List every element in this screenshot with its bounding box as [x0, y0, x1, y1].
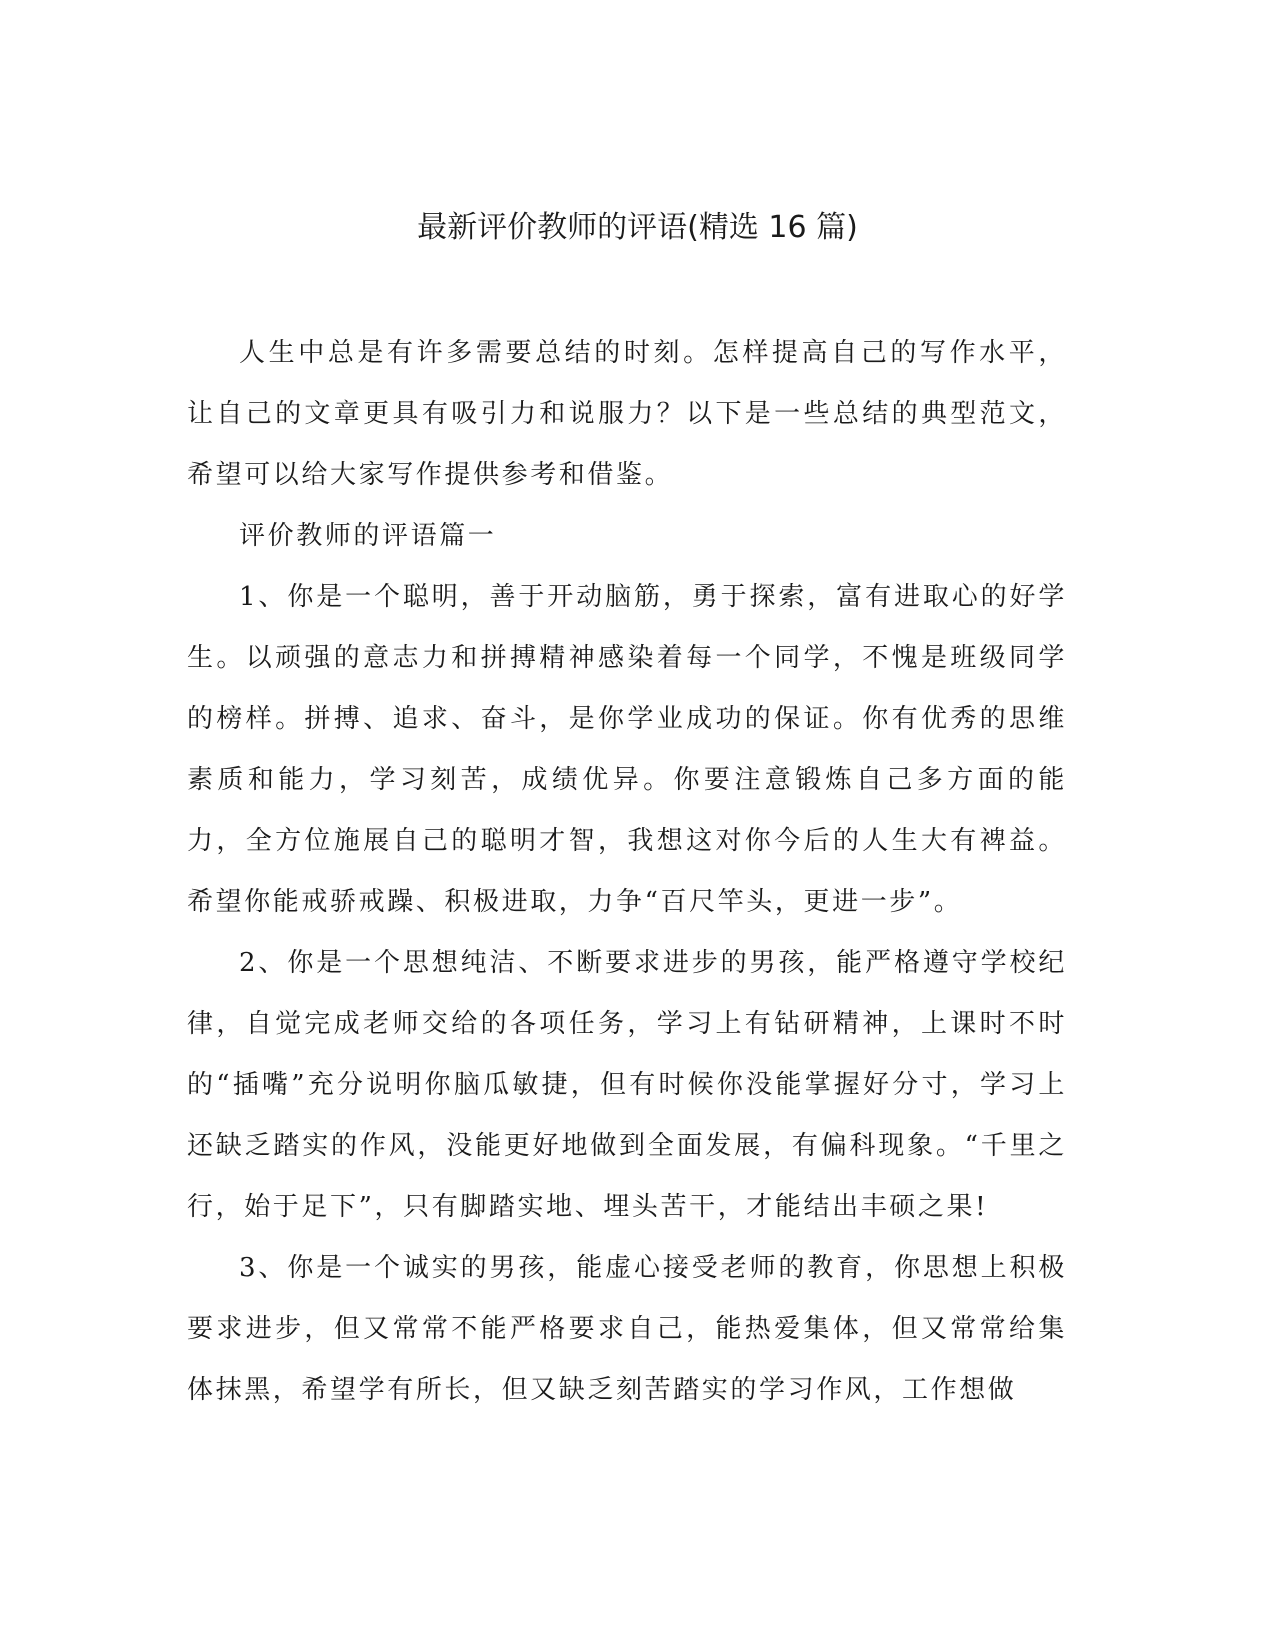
comment-paragraph-1: 1、你是一个聪明，善于开动脑筋，勇于探索，富有进取心的好学生。以顽强的意志力和拼搏精神感染着每一个同学，不愧是班级同学的榜样。拼搏、追求、奋斗，是你学业成功的保证。你有优秀的思维素质和能力，学习刻苦，成绩优异。你要注意锻炼自己多方面的能力，全方位施展自己的聪明才智，我想这对你今后的人生大有裨益。希望你能戒骄戒躁、积极进取，力争“百尺竿头，更进一步”。 [187, 582, 1067, 917]
intro-paragraph: 人生中总是有许多需要总结的时刻。怎样提高自己的写作水平，让自己的文章更具有吸引力和说服力？以下是一些总结的典型范文，希望可以给大家写作提供参考和借鉴。 [187, 338, 1067, 490]
section-heading: 评价教师的评语篇一 [239, 521, 497, 551]
document-body [187, 323, 1067, 1421]
comment-paragraph-2: 2、你是一个思想纯洁、不断要求进步的男孩，能严格遵守学校纪律，自觉完成老师交给的各项任务，学习上有钻研精神，上课时不时的“插嘴”充分说明你脑瓜敏捷，但有时候你没能掌握好分寸，学习上还缺乏踏实的作风，没能更好地做到全面发展，有偏科现象。“千里之行，始于足下”，只有脚踏实地、埋头苦干，才能结出丰硕之果! [187, 948, 1067, 1222]
document-title: 最新评价教师的评语(精选 16 篇) [417, 210, 858, 245]
comment-paragraph-3: 3、你是一个诚实的男孩，能虚心接受老师的教育，你思想上积极要求进步，但又常常不能严格要求自己，能热爱集体，但又常常给集体抹黑，希望学有所长，但又缺乏刻苦踏实的学习作风，工作想做 [187, 1253, 1067, 1405]
